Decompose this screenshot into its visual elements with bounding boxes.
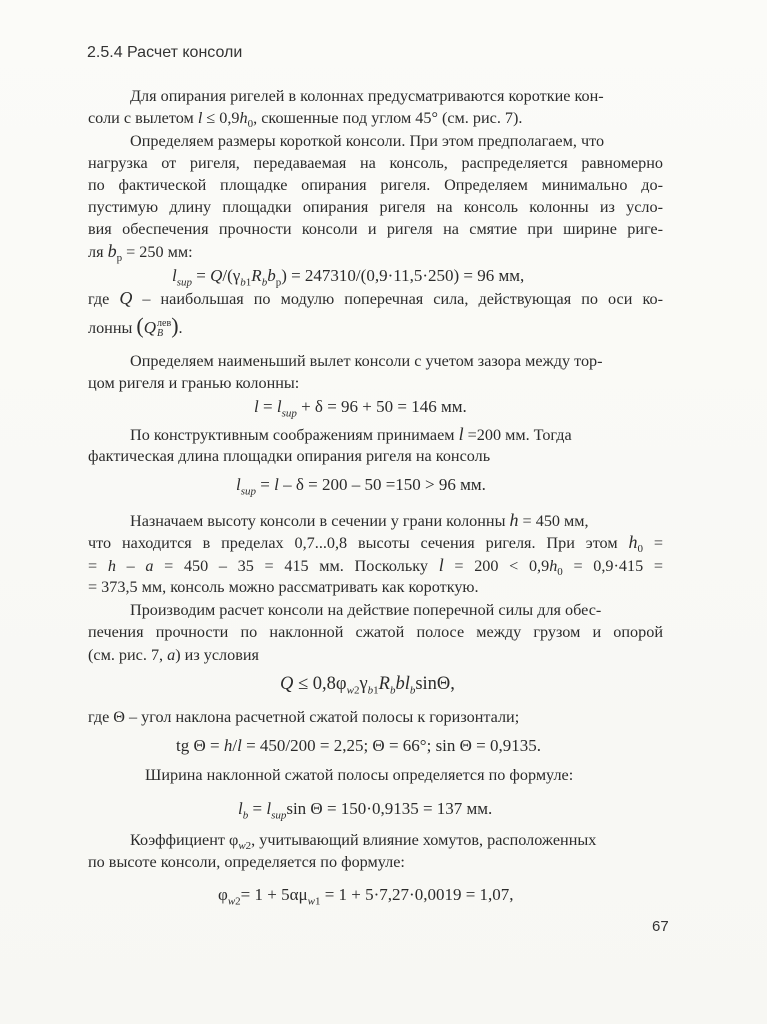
paragraph-line: цом ригеля и гранью колонны:: [88, 374, 300, 392]
formula-l-sup: $l_{sup} = Q/(\gamma_{b1}R_bb_р) = 247310/(0,9\cdot 11,5\cdot 250) = 96$ мм,: [172, 266, 525, 289]
paragraph-line: фактическая длина площадки опирания ригеля на консоль: [88, 447, 491, 465]
paragraph-line: вия обеспечения прочности консоли и ригеля на смятие при ширине риге-: [88, 220, 663, 238]
paragraph-line: где Q – наибольшая по модулю поперечная сила, действующая по оси ко-: [88, 288, 663, 308]
paragraph-line: по фактической площадке опирания ригеля. Определяем минимально до-: [88, 176, 663, 194]
paragraph-line: пустимую длину площадки опирания ригеля на консоль колонны из усло-: [88, 198, 663, 216]
formula-l: $l = l_{sup} + \delta = 96 + 50 = 146$ мм.: [254, 397, 467, 420]
paragraph-line: (см. рис. 7, а) из условия: [88, 646, 259, 664]
paragraph-line: где Θ – угол наклона расчетной сжатой полосы к горизонтали;: [88, 708, 520, 726]
paragraph-line: Определяем наименьший вылет консоли с учетом зазора между тор-: [130, 352, 603, 370]
paragraph-line: Для опирания ригелей в колоннах предусматриваются короткие кон-: [130, 87, 604, 105]
paragraph-line: нагрузка от ригеля, передаваемая на консоль, распределяется равномерно: [88, 154, 663, 172]
paragraph-line: печения прочности по наклонной сжатой полосе между грузом и опорой: [88, 623, 663, 641]
section-heading: 2.5.4 Расчет консоли: [87, 44, 243, 61]
formula-tg-theta: tg Θ = h/l = 450/200 = 2,25; Θ = 66°; sin Θ = 0,9135.: [176, 736, 542, 755]
paragraph-line: Ширина наклонной сжатой полосы определяется по формуле:: [145, 766, 574, 784]
paragraph-line: По конструктивным соображениям принимаем l =200 мм. Тогда: [130, 424, 572, 444]
page-number: 67: [652, 918, 669, 935]
formula-l-sup-actual: $l_{sup} = l - \delta = 200 - 50 =150 > 96$ мм.: [236, 475, 486, 498]
formula-phi-w2: $\varphi_{w2}= 1 + 5\alpha\mu_{w1} = 1 + 5\cdot 7,27\cdot 0,0019 = 1,07$,: [218, 885, 514, 908]
paragraph-line: лонны (Q лев B ).: [88, 313, 183, 340]
paragraph-line: = h – a = 450 – 35 = 415 мм. Поскольку $l = 200 < 0,9h_0 = 0,9\cdot 415$ =: [88, 555, 663, 579]
paragraph-line: Коэффициент $\varphi_{w2}$, учитывающий влияние хомутов, расположенных: [130, 831, 597, 853]
formula-q-condition: $Q \le 0,8\varphi_{w2}\gamma_{b1}R_bbl_b\sin\Theta$,: [280, 674, 455, 697]
paragraph-line: Назначаем высоту консоли в сечении у грани колонны h = 450 мм,: [130, 510, 589, 530]
paragraph-line: по высоте консоли, определяется по формуле:: [88, 853, 405, 871]
paragraph-line: Производим расчет консоли на действие поперечной силы для обес-: [130, 601, 602, 619]
paragraph-line: ля $b_р = 250$ мм:: [88, 241, 193, 265]
formula-lb: $l_b = l_{sup}\sin$ Θ = 150·0,9135 = 137 мм.: [238, 799, 493, 822]
paragraph-line: = 373,5 мм, консоль можно рассматривать как короткую.: [88, 578, 479, 596]
paragraph-line: что находится в пределах 0,7...0,8 высоты сечения ригеля. При этом $h_0$ =: [88, 532, 663, 556]
paragraph-line: Определяем размеры короткой консоли. При этом предполагаем, что: [130, 132, 605, 150]
paragraph-line: соли с вылетом $l \le 0,9h_0$, скошенные под углом 45° (см. рис. 7).: [88, 109, 523, 131]
